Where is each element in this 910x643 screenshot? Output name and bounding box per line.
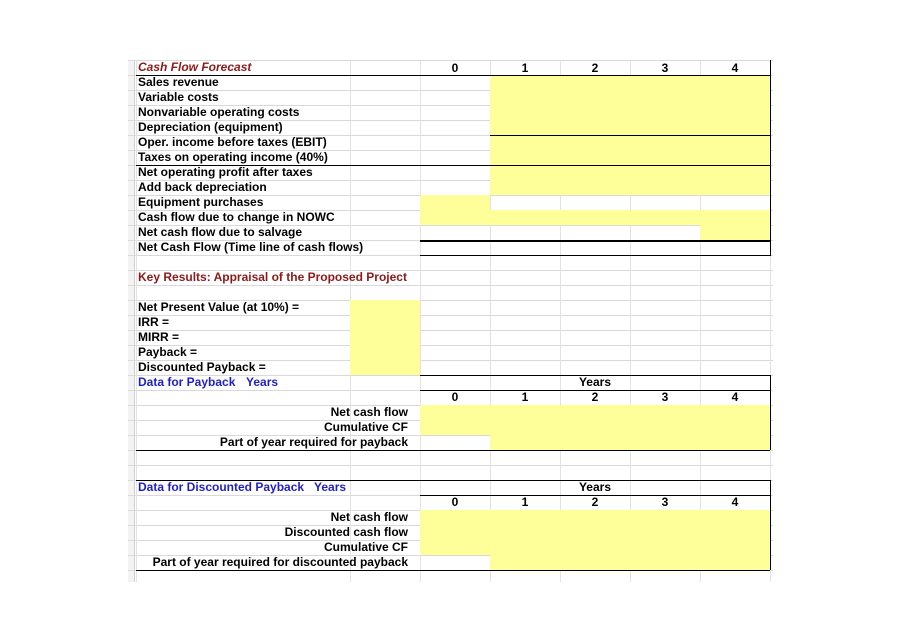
forecast-year-1: 1 — [521, 61, 529, 75]
row-add-back-depreciation: Add back depreciation — [138, 180, 267, 194]
fill-discounted-main[interactable] — [420, 510, 770, 555]
payback-year-3: 3 — [661, 390, 669, 404]
forecast-year-4: 4 — [731, 61, 739, 75]
row-depreciation: Depreciation (equipment) — [138, 120, 283, 134]
discounted-year-4: 4 — [731, 495, 739, 509]
fill-results[interactable] — [350, 300, 420, 375]
spreadsheet — [128, 60, 773, 585]
result-discounted-payback-label: Discounted Payback = — [138, 360, 266, 374]
gridline-row — [128, 465, 773, 466]
fill-discounted-part[interactable] — [490, 555, 770, 570]
discounted-title: Data for Discounted Payback — [138, 480, 305, 494]
row-ebit: Oper. income before taxes (EBIT) — [138, 135, 327, 149]
payback-year-0: 0 — [451, 390, 459, 404]
row-net-cash-flow: Net Cash Flow (Time line of cash flows) — [138, 240, 364, 254]
result-irr-label: IRR = — [138, 315, 170, 329]
discounted-discounted-cash-flow: Discounted cash flow — [284, 525, 408, 539]
gridline-row — [128, 330, 773, 331]
row-variable-costs: Variable costs — [138, 90, 219, 104]
payback-years-header: Years — [578, 375, 612, 389]
fill-nowc-row[interactable] — [420, 210, 770, 225]
discounted-years-inline: Years — [314, 480, 347, 494]
row-nonvariable-costs: Nonvariable operating costs — [138, 105, 300, 119]
payback-part-of-year: Part of year required for payback — [219, 435, 408, 449]
fill-payback-main[interactable] — [420, 405, 770, 435]
payback-year-1: 1 — [521, 390, 529, 404]
discounted-year-1: 1 — [521, 495, 529, 509]
payback-year-4: 4 — [731, 390, 739, 404]
fill-salvage-y4[interactable] — [700, 225, 770, 240]
results-title: Key Results: Appraisal of the Proposed Project — [138, 270, 407, 284]
row-nowc: Cash flow due to change in NOWC — [138, 210, 335, 224]
discounted-year-2: 2 — [591, 495, 599, 509]
forecast-year-3: 3 — [661, 61, 669, 75]
forecast-year-2: 2 — [591, 61, 599, 75]
row-nopat: Net operating profit after taxes — [138, 165, 313, 179]
payback-title: Data for Payback — [138, 375, 236, 389]
row-salvage: Net cash flow due to salvage — [138, 225, 303, 239]
payback-year-2: 2 — [591, 390, 599, 404]
discounted-years-header: Years — [578, 480, 612, 494]
result-payback-label: Payback = — [138, 345, 198, 359]
discounted-year-3: 3 — [661, 495, 669, 509]
discounted-cumulative-cf: Cumulative CF — [323, 540, 408, 554]
fill-payback-part[interactable] — [490, 435, 770, 450]
forecast-title: Cash Flow Forecast — [138, 60, 252, 74]
payback-net-cash-flow: Net cash flow — [330, 405, 408, 419]
row-sales-revenue: Sales revenue — [138, 75, 219, 89]
discounted-net-cash-flow: Net cash flow — [330, 510, 408, 524]
payback-years-inline: Years — [246, 375, 279, 389]
payback-cumulative-cf: Cumulative CF — [323, 420, 408, 434]
forecast-year-0: 0 — [451, 61, 459, 75]
gridline-row — [128, 345, 773, 346]
gridline-col — [136, 60, 137, 582]
result-npv-label: Net Present Value (at 10%) = — [138, 300, 300, 314]
gridline-row — [128, 285, 773, 286]
row-taxes: Taxes on operating income (40%) — [138, 150, 328, 164]
gridline-row — [128, 315, 773, 316]
result-mirr-label: MIRR = — [138, 330, 180, 344]
discounted-year-0: 0 — [451, 495, 459, 509]
row-equipment-purchases: Equipment purchases — [138, 195, 264, 209]
discounted-part-of-year: Part of year required for discounted payback — [152, 555, 408, 569]
